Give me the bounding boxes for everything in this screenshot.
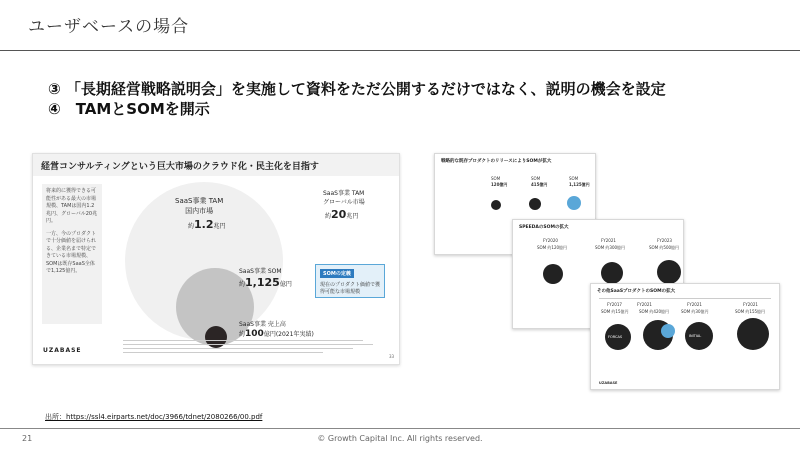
som-definition-box bbox=[315, 264, 385, 298]
point-3: ③ 「長期経営戦略説明会」を実施して資料をただ公開するだけではなく、説明の機会を設定 bbox=[48, 80, 666, 98]
mini-c-val2: SOM 約420億円 bbox=[639, 309, 670, 314]
mini-c-col1: FY2017 bbox=[607, 302, 622, 307]
mini-b-col2: FY2021 bbox=[601, 238, 616, 243]
mini-a-val2: 415億円 bbox=[531, 182, 548, 187]
footnote-line-2 bbox=[123, 344, 373, 345]
mini-c-col4: FY2021 bbox=[743, 302, 758, 307]
copyright: © Growth Capital Inc. All rights reserved. bbox=[317, 434, 483, 443]
mini-c-rule bbox=[599, 298, 771, 299]
page-title: ユーザベースの場合 bbox=[28, 17, 190, 37]
mini-a-dot3 bbox=[567, 196, 581, 210]
mini-a-val3: 1,125億円 bbox=[569, 182, 590, 187]
tam-value-line: 約1.2兆円 bbox=[188, 218, 226, 231]
slide-heading: 経営コンサルティングという巨大市場のクラウド化・民主化を目指す bbox=[41, 162, 319, 172]
mini-c-name1: FORCAS bbox=[608, 335, 623, 339]
som-label: SaaS事業 SOM bbox=[239, 268, 282, 275]
slide-side-text bbox=[42, 184, 102, 324]
mini-c-val3: SOM 約30億円 bbox=[681, 309, 709, 314]
main-slide-image bbox=[32, 153, 400, 365]
sales-label: SaaS事業 売上高 bbox=[239, 321, 286, 328]
footnote-line-1 bbox=[123, 340, 363, 341]
mini-a-val1: 120億円 bbox=[491, 182, 508, 187]
mini-b-val3: SOM 約500億円 bbox=[649, 245, 680, 250]
mini-a-dot2 bbox=[529, 198, 541, 210]
side-text-1: 将来的に獲得できる可能性がある最大の市場規模、TAMは国内1.2兆円、グローバル20兆円。 bbox=[46, 188, 98, 224]
source-link[interactable]: 出所：https://ssl4.eirparts.net/doc/3966/tdnet/2080266/00.pdf bbox=[45, 413, 263, 421]
footer-divider bbox=[0, 428, 800, 429]
mini-c-col3: FY2021 bbox=[687, 302, 702, 307]
slide-page-number: 33 bbox=[389, 354, 395, 359]
som-definition-title: SOMの定義 bbox=[320, 269, 354, 278]
mini-b-dot2 bbox=[601, 262, 623, 284]
side-text-2: 一方、今のプロダクトで十分価値を届けられる、企業名まで特定できている市場規模、SOMは既存SaaS全体で1,125億円。 bbox=[46, 230, 97, 274]
uzabase-logo: UZABASE bbox=[43, 347, 82, 354]
global-label: SaaS事業 TAM グローバル市場 bbox=[323, 190, 365, 206]
mini-c-val1: SOM 約15億円 bbox=[601, 309, 629, 314]
mini-b-col3: FY2023 bbox=[657, 238, 672, 243]
title-divider bbox=[0, 50, 800, 51]
mini-c-name2: INITIAL bbox=[689, 334, 702, 338]
global-value-line: 約20兆円 bbox=[325, 208, 359, 221]
mini-a-dot1 bbox=[491, 200, 501, 210]
mini-c-logo: UZABASE bbox=[599, 381, 618, 385]
som-value-line: 約1,125億円 bbox=[239, 276, 292, 289]
mini-a-title: 戦略的な既存プロダクトのリリースによりSOMが拡大 bbox=[441, 159, 552, 164]
mini-a-som1: SOM bbox=[491, 176, 501, 181]
mini-c-dot4 bbox=[737, 318, 769, 350]
mini-a-som3: SOM bbox=[569, 176, 579, 181]
mini-b-val1: SOM 約120億円 bbox=[537, 245, 568, 250]
point-4: ④ TAMとSOMを開示 bbox=[48, 100, 210, 118]
sales-value-line: 約100億円(2021年実績) bbox=[239, 329, 314, 339]
mini-b-title: SPEEDAのSOMの拡大 bbox=[519, 225, 569, 230]
mini-b-val2: SOM 約300億円 bbox=[595, 245, 626, 250]
mini-c-title: その他SaaSプロダクトのSOMの拡大 bbox=[597, 289, 676, 294]
mini-c-dot2b bbox=[661, 324, 675, 338]
footnote-line-3 bbox=[123, 348, 353, 349]
mini-b-dot1 bbox=[543, 264, 563, 284]
page-number: 21 bbox=[22, 434, 33, 443]
mini-b-col1: FY2020 bbox=[543, 238, 558, 243]
footnote-line-4 bbox=[123, 352, 323, 353]
som-definition-text: 現在のプロダクト価値で獲得可能な市場規模 bbox=[320, 282, 381, 295]
mini-c-col2: FY2021 bbox=[637, 302, 652, 307]
mini-a-som2: SOM bbox=[531, 176, 541, 181]
mini-slide-c bbox=[590, 283, 780, 390]
mini-c-val4: SOM 約155億円 bbox=[735, 309, 766, 314]
tam-label: SaaS事業 TAM 国内市場 bbox=[175, 197, 224, 215]
mini-b-dot3 bbox=[657, 260, 681, 284]
